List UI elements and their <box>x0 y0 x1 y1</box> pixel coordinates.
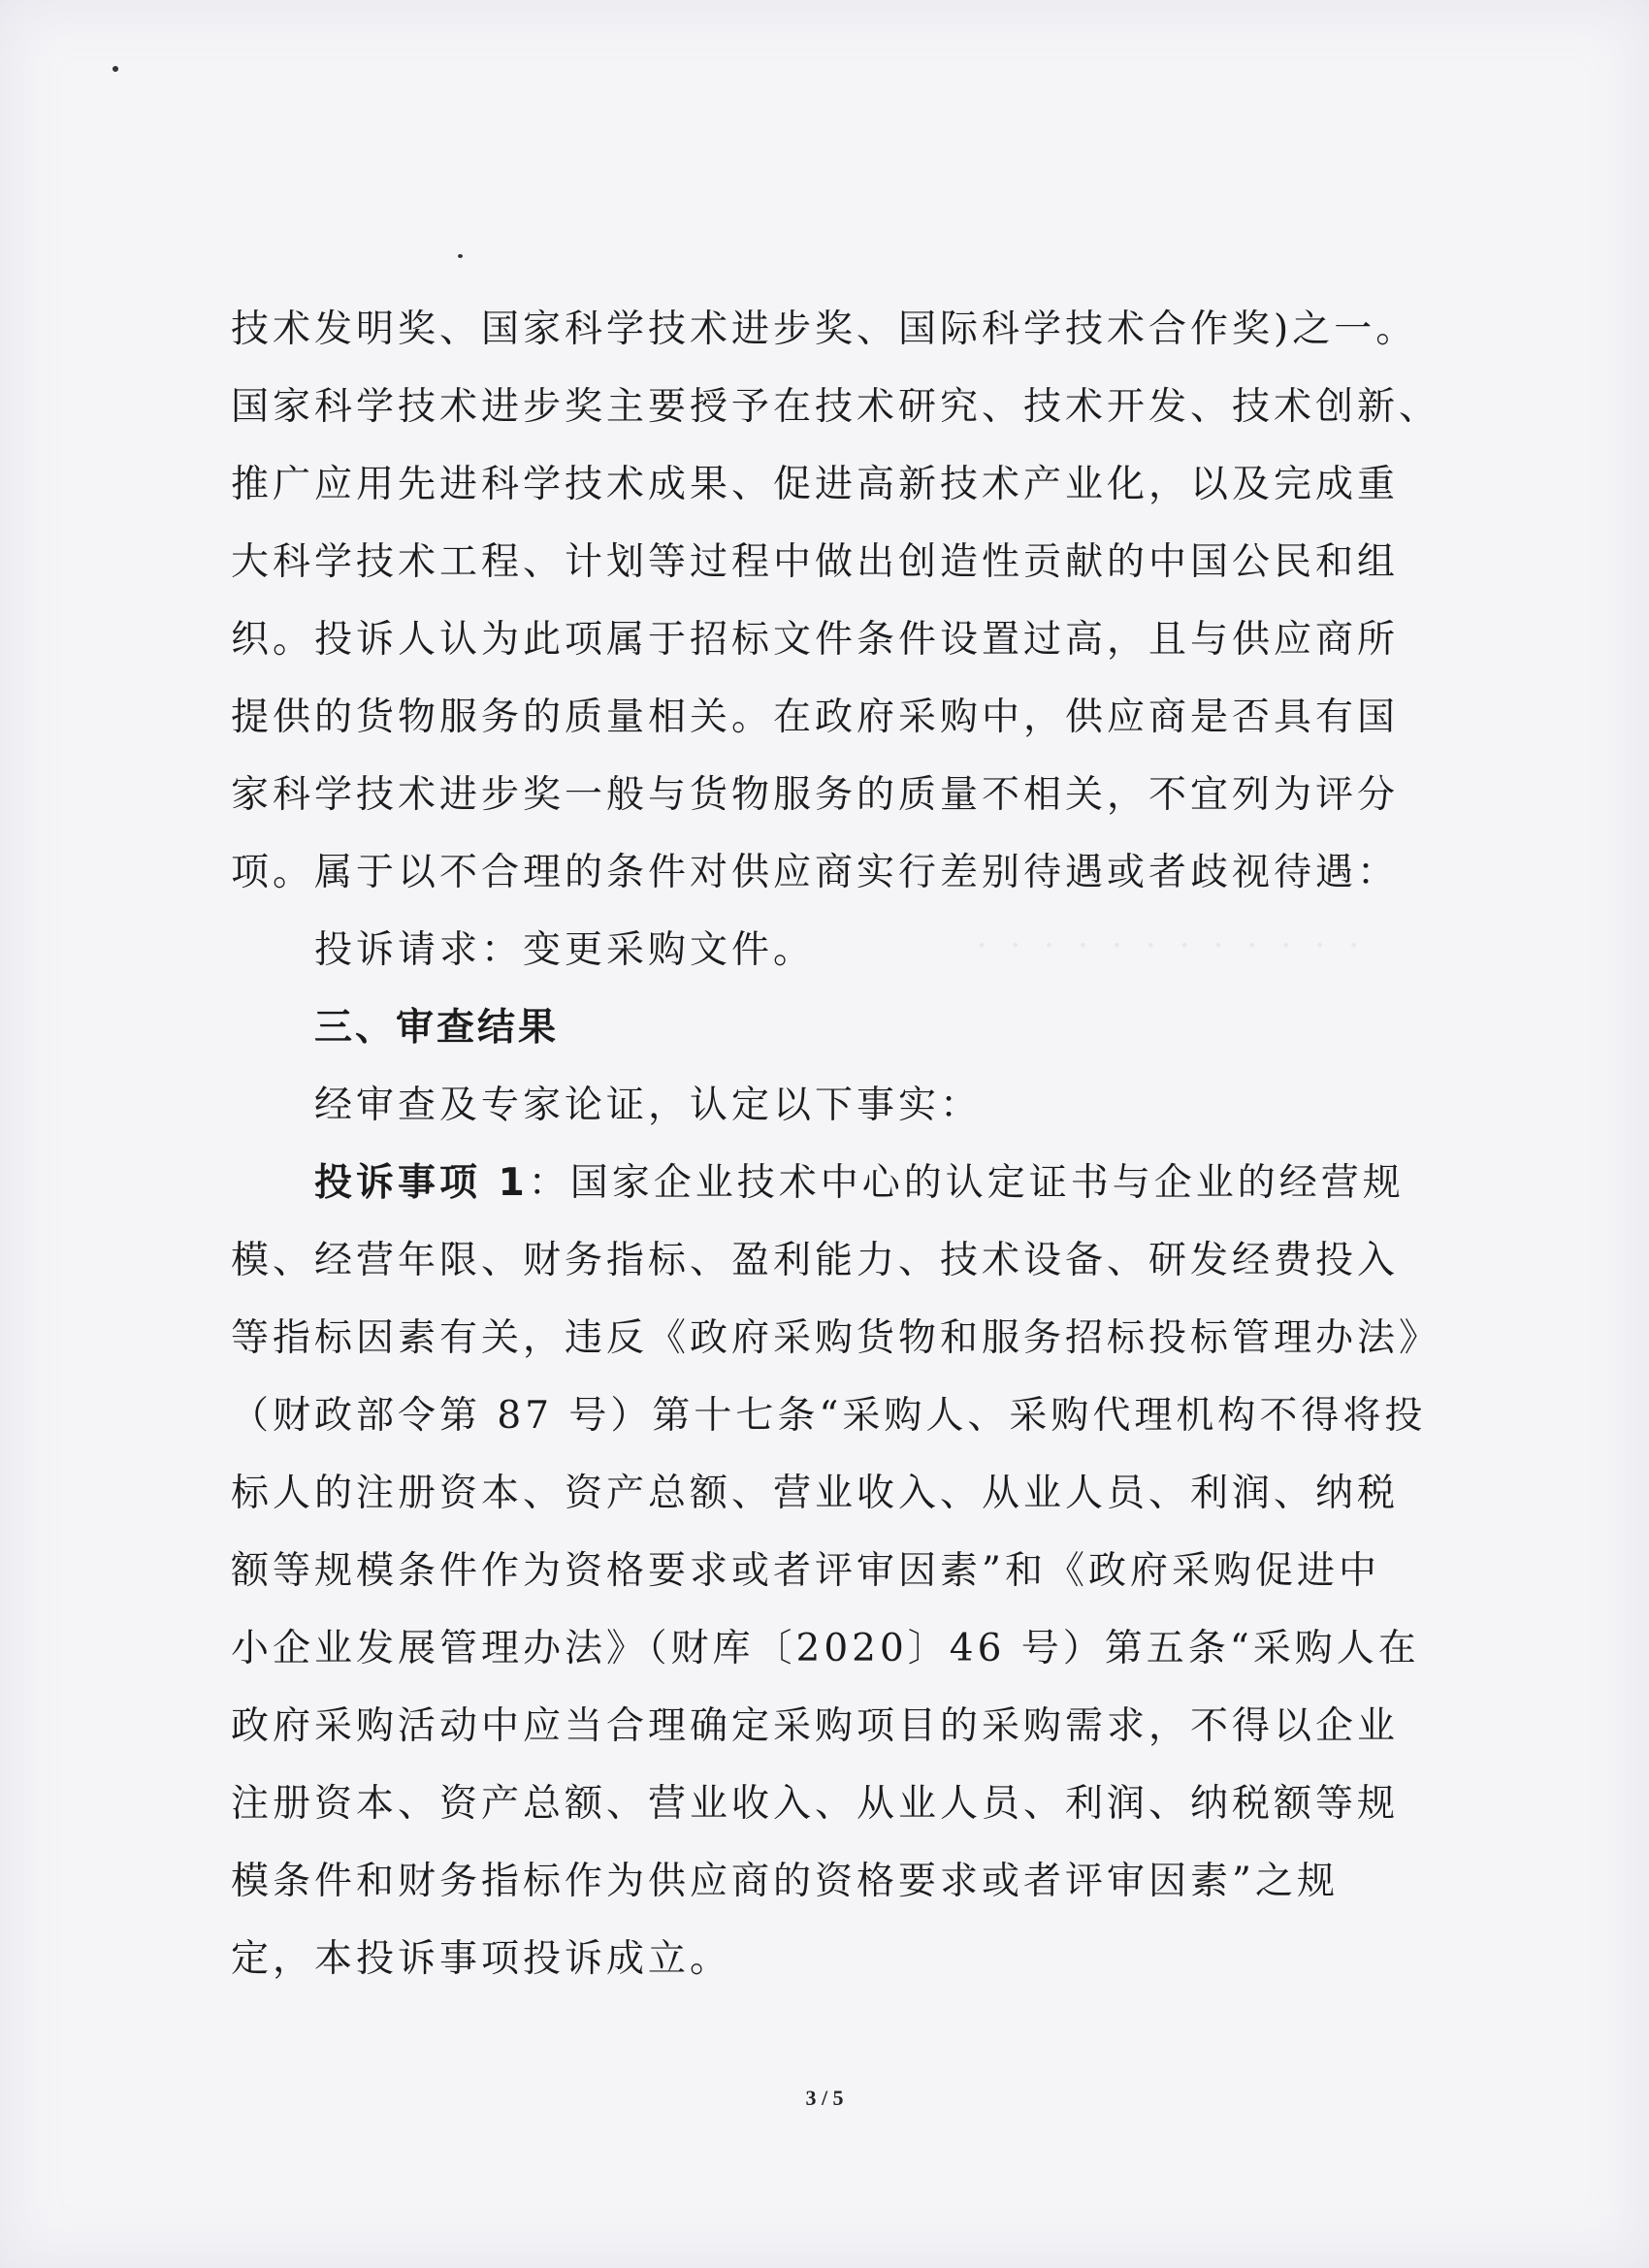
paragraph-line: 大科学技术工程、计划等过程中做出创造性贡献的中国公民和组 <box>231 540 1400 584</box>
paragraph-line: 国家科学技术进步奖主要授予在技术研究、技术开发、技术创新、 <box>231 385 1441 429</box>
paragraph-line: 注册资本、资产总额、营业收入、从业人员、利润、纳税额等规 <box>231 1782 1400 1826</box>
paragraph-line: 织。投诉人认为此项属于招标文件条件设置过高，且与供应商所 <box>231 618 1400 662</box>
paragraph-line: 技术发明奖、国家科学技术进步奖、国际科学技术合作奖)之一。 <box>231 308 1418 351</box>
paragraph-line: 标人的注册资本、资产总额、营业收入、从业人员、利润、纳税 <box>231 1472 1400 1515</box>
paragraph-line: 额等规模条件作为资格要求或者评审因素”和《政府采购促进中 <box>231 1549 1380 1593</box>
paragraph-line: 政府采购活动中应当合理确定采购项目的采购需求，不得以企业 <box>231 1704 1400 1748</box>
paragraph-line: 模、经营年限、财务指标、盈利能力、技术设备、研发经费投入 <box>231 1239 1400 1282</box>
bleed-through-text: · · · · · · · · · · · · <box>970 926 1360 966</box>
paragraph-line: 小企业发展管理办法》（财库〔2020〕46 号）第五条“采购人在 <box>231 1627 1420 1670</box>
page-number: 3 / 5 <box>805 2086 844 2110</box>
paragraph-line: 家科学技术进步奖一般与货物服务的质量不相关，不宜列为评分 <box>231 773 1400 817</box>
paragraph-line: （财政部令第 87 号）第十七条“采购人、采购代理机构不得将投 <box>231 1394 1427 1438</box>
complaint-item-1 <box>231 1145 1443 1222</box>
document-body <box>231 291 1443 1998</box>
paragraph-line: 提供的货物服务的质量相关。在政府采购中，供应商是否具有国 <box>231 696 1400 739</box>
section-heading: 三、审查结果 <box>314 1006 560 1050</box>
paragraph-line: 项。属于以不合理的条件对供应商实行差别待遇或者歧视待遇： <box>231 851 1400 894</box>
scan-speck <box>458 254 463 258</box>
paragraph-line: 等指标因素有关，违反《政府采购货物和服务招标投标管理办法》 <box>231 1316 1441 1360</box>
complaint-request: 投诉请求：变更采购文件。 <box>314 928 816 972</box>
review-intro: 经审查及专家论证，认定以下事实： <box>314 1084 983 1127</box>
paragraph-line: 推广应用先进科学技术成果、促进高新技术产业化，以及完成重 <box>231 463 1400 506</box>
complaint-item-label: 投诉事项 1 <box>314 1161 529 1205</box>
paragraph-line: 定，本投诉事项投诉成立。 <box>231 1937 732 1981</box>
scan-speck <box>113 66 118 72</box>
complaint-item-text: ：国家企业技术中心的认定证书与企业的经营规 <box>528 1161 1405 1205</box>
paragraph-line: 模条件和财务指标作为供应商的资格要求或者评审因素”之规 <box>231 1860 1339 1903</box>
